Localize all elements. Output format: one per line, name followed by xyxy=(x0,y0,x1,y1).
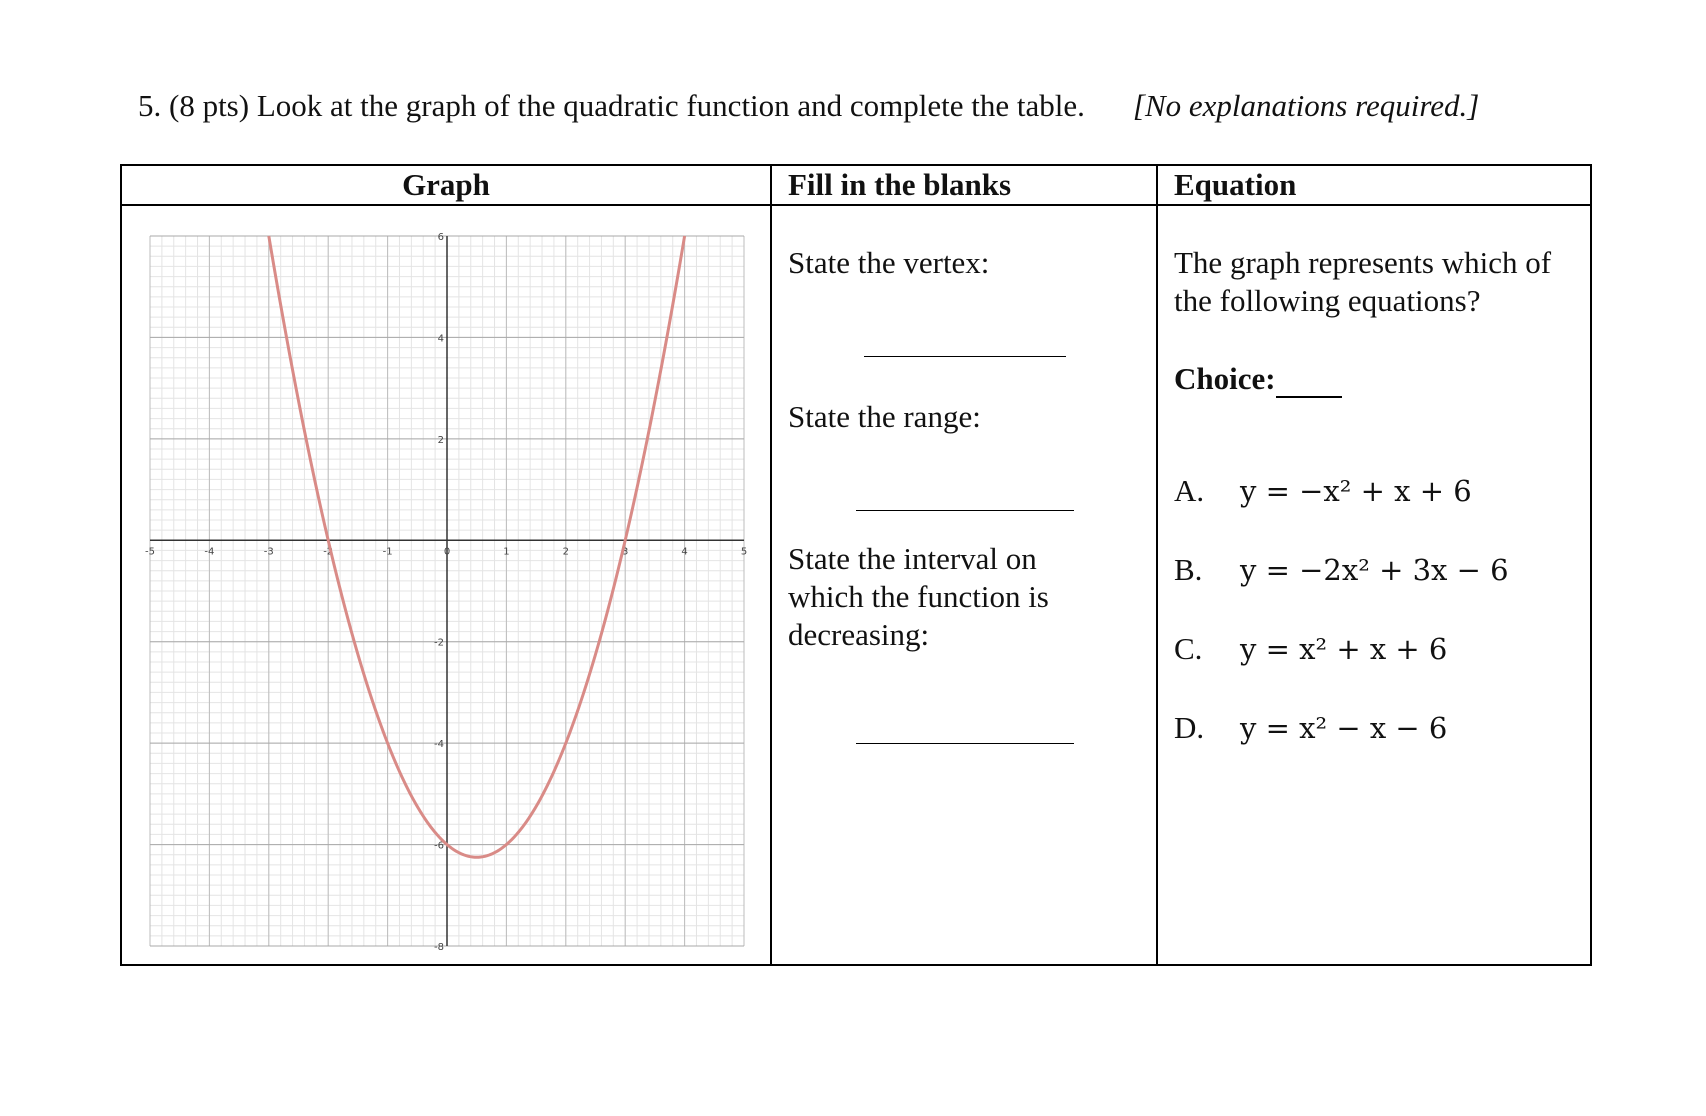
option-letter: A. xyxy=(1174,473,1205,508)
choice-blank[interactable] xyxy=(1276,366,1342,398)
option-a[interactable] xyxy=(1174,472,1472,510)
equation-cell xyxy=(1157,205,1591,965)
question-text: 5. (8 pts) Look at the graph of the quadratic function and complete the table. xyxy=(138,88,1085,123)
option-letter: B. xyxy=(1174,552,1203,587)
x-tick-label: 5 xyxy=(740,546,748,558)
option-c[interactable] xyxy=(1174,630,1447,668)
parabola-curve xyxy=(269,236,688,857)
option-expression: y = x² − x − 6 xyxy=(1240,711,1448,745)
option-expression: y = x² + x + 6 xyxy=(1240,632,1448,666)
x-tick-label: -4 xyxy=(204,546,215,558)
y-tick-label: -4 xyxy=(434,739,444,751)
y-tick-label: -2 xyxy=(434,637,444,649)
option-b[interactable] xyxy=(1174,551,1509,589)
range-prompt: State the range: xyxy=(788,399,981,434)
x-tick-label: 4 xyxy=(681,546,688,558)
option-letter: C. xyxy=(1174,631,1203,666)
y-tick-label: 6 xyxy=(437,232,444,243)
header-fill-in: Fill in the blanks xyxy=(771,165,1157,205)
interval-prompt: State the interval on which the function is decreasing: xyxy=(788,541,1049,652)
question-prompt xyxy=(138,86,1518,125)
choice-label: Choice: xyxy=(1174,361,1276,396)
question-note: [No explanations required.] xyxy=(1132,88,1480,123)
question-table xyxy=(120,164,1592,966)
y-tick-label: -8 xyxy=(434,942,444,953)
fill-in-cell xyxy=(771,205,1157,965)
x-tick-label: 3 xyxy=(622,546,629,558)
option-d[interactable] xyxy=(1174,709,1447,747)
graph-cell xyxy=(121,205,771,965)
parabola-chart xyxy=(122,206,772,964)
x-tick-label: -3 xyxy=(263,546,274,558)
header-equation: Equation xyxy=(1157,165,1591,205)
vertex-answer-blank[interactable] xyxy=(864,356,1066,357)
vertex-prompt: State the vertex: xyxy=(788,245,990,280)
y-tick-label: 2 xyxy=(437,434,444,446)
equation-stem: The graph represents which of the following equations? xyxy=(1174,245,1552,318)
option-letter: D. xyxy=(1174,710,1205,745)
x-tick-label: 0 xyxy=(443,546,451,558)
option-expression: y = −x² + x + 6 xyxy=(1240,474,1472,508)
range-answer-blank[interactable] xyxy=(856,510,1074,511)
y-tick-label: 4 xyxy=(437,333,444,345)
x-tick-label: 1 xyxy=(503,546,510,558)
x-tick-label: -1 xyxy=(382,546,393,558)
choice-field[interactable] xyxy=(1174,360,1342,398)
option-expression: y = −2x² + 3x − 6 xyxy=(1240,553,1509,587)
interval-answer-blank[interactable] xyxy=(856,743,1074,744)
y-tick-label: -6 xyxy=(434,840,444,852)
x-tick-label: 2 xyxy=(562,546,569,558)
x-tick-label: -2 xyxy=(323,546,334,558)
header-graph: Graph xyxy=(121,165,771,205)
x-tick-label: -5 xyxy=(145,546,155,558)
